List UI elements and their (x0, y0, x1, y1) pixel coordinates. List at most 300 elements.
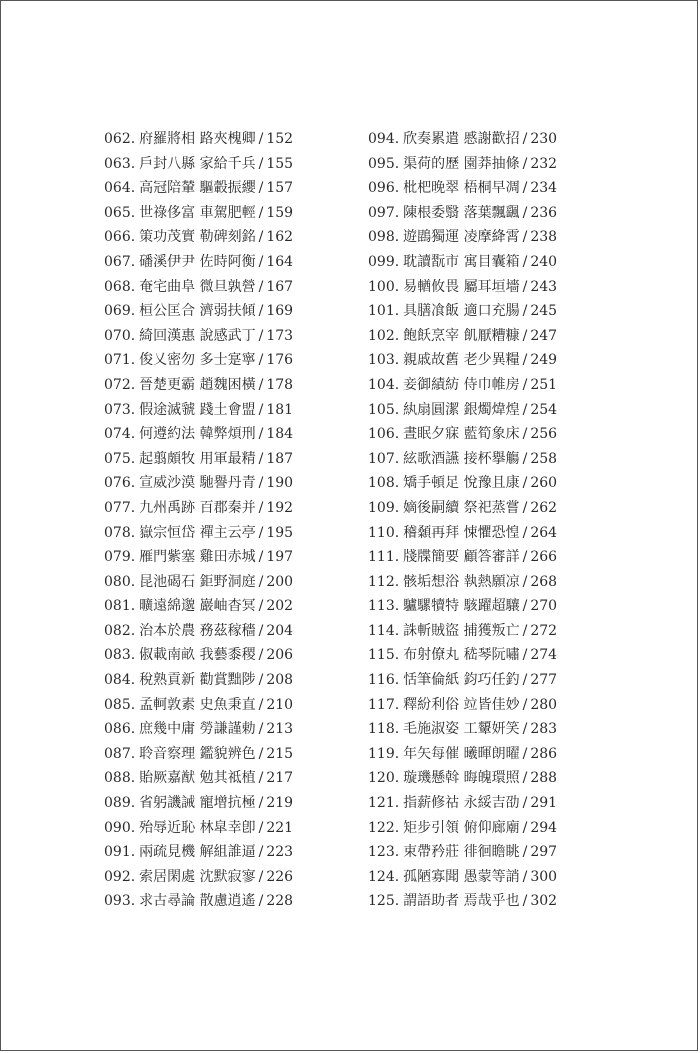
toc-entry (104, 373, 293, 398)
toc-entry (104, 865, 293, 890)
page-separator: / (522, 426, 528, 443)
entry-page-number: 155 (266, 155, 294, 172)
entry-title: 高冠陪輦 驅轂振纓 (139, 180, 256, 197)
page-separator: / (258, 819, 264, 836)
entry-page-number: 197 (266, 549, 294, 566)
entry-number: 114. (368, 622, 400, 639)
entry-page-number: 280 (530, 696, 558, 713)
entry-number: 118. (368, 721, 400, 738)
page-separator: / (258, 770, 264, 787)
entry-title: 府羅將相 路夾槐卿 (139, 131, 256, 147)
entry-title: 璇璣懸斡 晦魄環照 (403, 770, 520, 787)
entry-page-number: 162 (266, 229, 294, 246)
entry-number: 090. (104, 819, 136, 836)
entry-page-number: 159 (266, 204, 294, 221)
toc-column-left (104, 127, 293, 914)
toc-entry (368, 422, 557, 447)
entry-title: 省躬譏誡 寵增抗極 (139, 795, 256, 812)
toc-entry (368, 496, 557, 521)
entry-title: 陳根委翳 落葉飄颻 (403, 204, 520, 221)
entry-number: 065. (104, 204, 136, 221)
entry-number: 106. (368, 426, 400, 443)
entry-number: 085. (104, 696, 136, 713)
page-separator: / (258, 229, 264, 246)
entry-page-number: 256 (530, 426, 558, 443)
entry-page-number: 215 (266, 745, 294, 762)
entry-page-number: 178 (266, 376, 294, 393)
entry-page-number: 262 (530, 499, 558, 516)
entry-title: 貽厥嘉猷 勉其祗植 (139, 770, 256, 787)
entry-title: 妾御績紡 侍巾帷房 (403, 376, 520, 393)
entry-page-number: 260 (530, 475, 558, 492)
entry-number: 099. (368, 253, 400, 270)
entry-number: 112. (368, 573, 400, 590)
page-separator: / (522, 868, 528, 885)
toc-entry (104, 742, 293, 767)
entry-title: 殆辱近恥 林皐幸卽 (139, 819, 256, 836)
toc-entry (104, 840, 293, 865)
entry-title: 治本於農 務茲稼穡 (139, 622, 256, 639)
entry-page-number: 236 (530, 204, 558, 221)
page-separator: / (258, 450, 264, 467)
entry-number: 095. (368, 155, 400, 172)
page-separator: / (522, 770, 528, 787)
entry-number: 123. (368, 844, 400, 861)
entry-title: 稽顙再拜 悚懼恐惶 (403, 524, 520, 541)
entry-page-number: 184 (266, 426, 294, 443)
entry-page-number: 152 (266, 131, 294, 147)
toc-entry (368, 668, 557, 693)
page-separator: / (258, 253, 264, 270)
entry-title: 謂語助者 焉哉乎也 (403, 893, 520, 910)
entry-number: 121. (368, 795, 400, 812)
page-separator: / (258, 401, 264, 418)
entry-page-number: 217 (266, 770, 294, 787)
page-separator: / (522, 131, 528, 147)
entry-page-number: 169 (266, 303, 294, 320)
page-separator: / (258, 549, 264, 566)
entry-number: 107. (368, 450, 400, 467)
page-separator: / (258, 795, 264, 812)
entry-title: 束帶矜莊 徘徊瞻眺 (403, 844, 520, 861)
page-separator: / (522, 253, 528, 270)
entry-title: 誅斬賊盜 捕獲叛亡 (403, 622, 520, 639)
entry-page-number: 300 (530, 868, 558, 885)
entry-title: 指薪修祜 永綏吉劭 (403, 795, 520, 812)
entry-page-number: 164 (266, 253, 294, 270)
page-separator: / (522, 721, 528, 738)
page-separator: / (258, 475, 264, 492)
page-separator: / (522, 204, 528, 221)
toc-entry (368, 717, 557, 742)
page-separator: / (522, 622, 528, 639)
entry-title: 親戚故舊 老少異糧 (403, 352, 520, 369)
page-separator: / (522, 573, 528, 590)
page-separator: / (522, 672, 528, 689)
entry-number: 096. (368, 180, 400, 197)
toc-entry (104, 201, 293, 226)
page-separator: / (522, 180, 528, 197)
entry-page-number: 270 (530, 598, 558, 615)
toc-entry (104, 299, 293, 324)
page-separator: / (258, 278, 264, 295)
entry-page-number: 272 (530, 622, 558, 639)
entry-number: 102. (368, 327, 400, 344)
page-separator: / (522, 401, 528, 418)
entry-title: 遊鵾獨運 凌摩絳霄 (403, 229, 520, 246)
entry-number: 094. (368, 131, 400, 147)
entry-page-number: 234 (530, 180, 558, 197)
entry-title: 欣奏累遣 慼謝歡招 (403, 131, 520, 147)
entry-number: 116. (368, 672, 400, 689)
page-separator: / (522, 745, 528, 762)
entry-number: 120. (368, 770, 400, 787)
entry-page-number: 286 (530, 745, 558, 762)
toc-entry (104, 422, 293, 447)
entry-page-number: 258 (530, 450, 558, 467)
entry-page-number: 251 (530, 376, 558, 393)
toc-entry (368, 643, 557, 668)
entry-number: 113. (368, 598, 400, 615)
toc-entry (368, 275, 557, 300)
entry-number: 082. (104, 622, 136, 639)
entry-page-number: 226 (266, 868, 294, 885)
entry-page-number: 240 (530, 253, 558, 270)
entry-page-number: 228 (266, 893, 294, 910)
entry-title: 布射僚丸 嵇琴阮嘯 (403, 647, 520, 664)
entry-title: 枇杷晚翠 梧桐早凋 (403, 180, 520, 197)
page-separator: / (522, 819, 528, 836)
entry-number: 110. (368, 524, 400, 541)
toc-entry (368, 594, 557, 619)
entry-page-number: 210 (266, 696, 294, 713)
entry-page-number: 204 (266, 622, 294, 639)
entry-page-number: 157 (266, 180, 294, 197)
entry-title: 矯手頓足 悅豫且康 (403, 475, 520, 492)
entry-number: 072. (104, 376, 136, 393)
toc-entry (104, 816, 293, 841)
entry-number: 087. (104, 745, 136, 762)
entry-title: 稅熟貢新 勸賞黜陟 (139, 672, 256, 689)
entry-title: 耽讀翫市 寓目囊箱 (403, 253, 520, 270)
entry-page-number: 173 (266, 327, 294, 344)
entry-title: 毛施淑姿 工顰妍笑 (403, 721, 520, 738)
entry-title: 絃歌酒讌 接杯擧觴 (403, 450, 520, 467)
entry-title: 奄宅曲阜 微旦孰營 (139, 278, 256, 295)
entry-page-number: 247 (530, 327, 558, 344)
entry-title: 易輶攸畏 屬耳垣墻 (403, 278, 520, 295)
toc-entry (104, 471, 293, 496)
entry-page-number: 297 (530, 844, 558, 861)
entry-number: 077. (104, 499, 136, 516)
entry-number: 074. (104, 426, 136, 443)
entry-title: 俊乂密勿 多士寔寧 (139, 352, 256, 369)
entry-page-number: 190 (266, 475, 294, 492)
page-separator: / (258, 647, 264, 664)
toc-entry (104, 127, 293, 152)
entry-number: 105. (368, 401, 400, 418)
entry-number: 124. (368, 868, 400, 885)
page-separator: / (522, 229, 528, 246)
entry-title: 孤陋寡聞 愚蒙等誚 (403, 868, 520, 885)
entry-number: 068. (104, 278, 136, 295)
entry-number: 125. (368, 893, 400, 910)
entry-title: 九州禹跡 百郡秦并 (139, 499, 256, 516)
toc-entry (368, 398, 557, 423)
toc-entry (104, 225, 293, 250)
entry-page-number: 264 (530, 524, 558, 541)
entry-page-number: 208 (266, 672, 294, 689)
page-separator: / (258, 499, 264, 516)
toc-entry (368, 447, 557, 472)
entry-title: 桓公匡合 濟弱扶傾 (139, 303, 256, 320)
page-separator: / (258, 524, 264, 541)
toc-entry (104, 348, 293, 373)
entry-page-number: 219 (266, 795, 294, 812)
entry-title: 具膳飡飯 適口充腸 (403, 303, 520, 320)
toc-entry (104, 398, 293, 423)
entry-number: 075. (104, 450, 136, 467)
page-separator: / (258, 352, 264, 369)
entry-page-number: 302 (530, 893, 558, 910)
entry-page-number: 245 (530, 303, 558, 320)
toc-entry (104, 791, 293, 816)
entry-title: 宣威沙漠 馳譽丹青 (139, 475, 256, 492)
page-separator: / (258, 303, 264, 320)
entry-title: 恬筆倫紙 鈞巧任釣 (403, 672, 520, 689)
toc-entry (104, 324, 293, 349)
entry-number: 081. (104, 598, 136, 615)
page-separator: / (258, 204, 264, 221)
entry-title: 磻溪伊尹 佐時阿衡 (139, 253, 256, 270)
page-separator: / (258, 622, 264, 639)
toc-entry (368, 570, 557, 595)
entry-number: 111. (368, 549, 400, 566)
entry-title: 戶封八縣 家給千兵 (139, 155, 256, 172)
entry-title: 起翦頗牧 用軍最精 (139, 450, 256, 467)
entry-number: 122. (368, 819, 400, 836)
page-separator: / (258, 327, 264, 344)
toc-entry (104, 668, 293, 693)
page-separator: / (522, 499, 528, 516)
entry-number: 079. (104, 549, 136, 566)
entry-page-number: 274 (530, 647, 558, 664)
entry-title: 晉楚更霸 趙魏困橫 (139, 376, 256, 393)
entry-title: 驢騾犢特 駭躍超驤 (403, 598, 520, 615)
toc-entry (368, 816, 557, 841)
toc-entry (368, 742, 557, 767)
entry-title: 雁門紫塞 雞田赤城 (139, 549, 256, 566)
toc-entry (368, 521, 557, 546)
entry-page-number: 223 (266, 844, 294, 861)
toc-entry (368, 865, 557, 890)
entry-title: 曠遠綿邈 巖岫杳冥 (139, 598, 256, 615)
entry-title: 假途滅虢 踐土會盟 (139, 401, 256, 418)
entry-number: 071. (104, 352, 136, 369)
entry-number: 080. (104, 573, 136, 590)
entry-number: 073. (104, 401, 136, 418)
toc-entry (104, 570, 293, 595)
page-separator: / (258, 721, 264, 738)
toc-entry (368, 840, 557, 865)
entry-number: 063. (104, 155, 136, 172)
page-separator: / (522, 155, 528, 172)
entry-title: 昆池碣石 鉅野洞庭 (139, 573, 256, 590)
entry-title: 聆音察理 鑑貌辨色 (139, 745, 256, 762)
entry-number: 109. (368, 499, 400, 516)
entry-page-number: 249 (530, 352, 558, 369)
page-separator: / (522, 549, 528, 566)
toc-entry (368, 348, 557, 373)
page-separator: / (522, 376, 528, 393)
entry-number: 115. (368, 647, 400, 664)
entry-number: 098. (368, 229, 400, 246)
entry-number: 093. (104, 893, 136, 910)
page-separator: / (258, 376, 264, 393)
toc-entry (104, 275, 293, 300)
page-separator: / (522, 844, 528, 861)
toc-entry (104, 250, 293, 275)
entry-page-number: 243 (530, 278, 558, 295)
toc-entry (368, 693, 557, 718)
entry-page-number: 192 (266, 499, 294, 516)
toc-entry (104, 643, 293, 668)
entry-page-number: 181 (266, 401, 294, 418)
entry-page-number: 200 (266, 573, 294, 590)
entry-page-number: 254 (530, 401, 558, 418)
page-separator: / (522, 598, 528, 615)
entry-title: 索居閑處 沈默寂寥 (139, 868, 256, 885)
page-separator: / (522, 450, 528, 467)
entry-page-number: 266 (530, 549, 558, 566)
entry-number: 070. (104, 327, 136, 344)
toc-entry (368, 791, 557, 816)
entry-title: 紈扇圓潔 銀燭煒煌 (403, 401, 520, 418)
entry-number: 108. (368, 475, 400, 492)
page-separator: / (522, 327, 528, 344)
toc-entry (104, 496, 293, 521)
page-separator: / (258, 131, 264, 147)
entry-page-number: 294 (530, 819, 558, 836)
entry-title: 孟軻敦素 史魚秉直 (139, 696, 256, 713)
toc-entry (368, 471, 557, 496)
toc-entry (368, 250, 557, 275)
toc-entry (368, 201, 557, 226)
page-separator: / (522, 647, 528, 664)
page-separator: / (522, 893, 528, 910)
entry-title: 嫡後嗣續 祭祀蒸嘗 (403, 499, 520, 516)
entry-title: 策功茂實 勒碑刻銘 (139, 229, 256, 246)
toc-entry (104, 176, 293, 201)
entry-title: 嶽宗恒岱 禪主云亭 (139, 524, 256, 541)
entry-page-number: 213 (266, 721, 294, 738)
entry-number: 119. (368, 745, 400, 762)
page-separator: / (258, 893, 264, 910)
page-separator: / (258, 598, 264, 615)
entry-title: 俶載南畝 我藝黍稷 (139, 647, 256, 664)
entry-number: 089. (104, 795, 136, 812)
page-separator: / (258, 180, 264, 197)
page-separator: / (258, 426, 264, 443)
page-separator: / (522, 352, 528, 369)
entry-title: 骸垢想浴 執熱願凉 (403, 573, 520, 590)
toc-entry (104, 594, 293, 619)
entry-page-number: 187 (266, 450, 294, 467)
entry-title: 晝眠夕寐 藍筍象床 (403, 426, 520, 443)
entry-number: 100. (368, 278, 400, 295)
entry-page-number: 238 (530, 229, 558, 246)
entry-page-number: 230 (530, 131, 558, 147)
entry-title: 兩疏見機 解組誰逼 (139, 844, 256, 861)
page-separator: / (258, 696, 264, 713)
entry-number: 091. (104, 844, 136, 861)
entry-number: 101. (368, 303, 400, 320)
toc-entry (368, 619, 557, 644)
toc-entry (368, 889, 557, 914)
entry-number: 084. (104, 672, 136, 689)
entry-page-number: 176 (266, 352, 294, 369)
toc-entry (104, 766, 293, 791)
entry-number: 078. (104, 524, 136, 541)
toc-entry (368, 152, 557, 177)
toc-entry (368, 127, 557, 152)
entry-number: 083. (104, 647, 136, 664)
entry-number: 062. (104, 131, 136, 147)
entry-number: 076. (104, 475, 136, 492)
toc-column-right (368, 127, 557, 914)
toc-entry (368, 299, 557, 324)
page-separator: / (258, 672, 264, 689)
entry-title: 釋紛利俗 竝皆佳妙 (403, 696, 520, 713)
entry-page-number: 232 (530, 155, 558, 172)
entry-page-number: 277 (530, 672, 558, 689)
toc-entry (104, 619, 293, 644)
page-separator: / (258, 844, 264, 861)
entry-title: 矩步引領 俯仰廊廟 (403, 819, 520, 836)
page-separator: / (522, 475, 528, 492)
entry-title: 年矢每催 曦暉朗曜 (403, 745, 520, 762)
entry-page-number: 288 (530, 770, 558, 787)
toc-entry (368, 545, 557, 570)
entry-page-number: 268 (530, 573, 558, 590)
toc-entry (368, 373, 557, 398)
entry-title: 牋牒簡要 顧答審詳 (403, 549, 520, 566)
entry-number: 069. (104, 303, 136, 320)
entry-page-number: 206 (266, 647, 294, 664)
entry-title: 求古尋論 散慮逍遙 (139, 893, 256, 910)
page-separator: / (522, 303, 528, 320)
entry-number: 103. (368, 352, 400, 369)
toc-entry (104, 447, 293, 472)
entry-number: 064. (104, 180, 136, 197)
entry-number: 066. (104, 229, 136, 246)
entry-title: 何遵約法 韓弊煩刑 (139, 426, 256, 443)
toc-entry (104, 152, 293, 177)
entry-page-number: 221 (266, 819, 294, 836)
toc-entry (368, 176, 557, 201)
entry-title: 世祿侈富 車駕肥輕 (139, 204, 256, 221)
entry-page-number: 291 (530, 795, 558, 812)
entry-number: 097. (368, 204, 400, 221)
entry-title: 飽飫烹宰 飢厭糟糠 (403, 327, 520, 344)
entry-number: 086. (104, 721, 136, 738)
toc-entry (104, 693, 293, 718)
toc-entry (368, 225, 557, 250)
toc-entry (104, 521, 293, 546)
page-separator: / (258, 745, 264, 762)
entry-page-number: 195 (266, 524, 294, 541)
entry-page-number: 202 (266, 598, 294, 615)
